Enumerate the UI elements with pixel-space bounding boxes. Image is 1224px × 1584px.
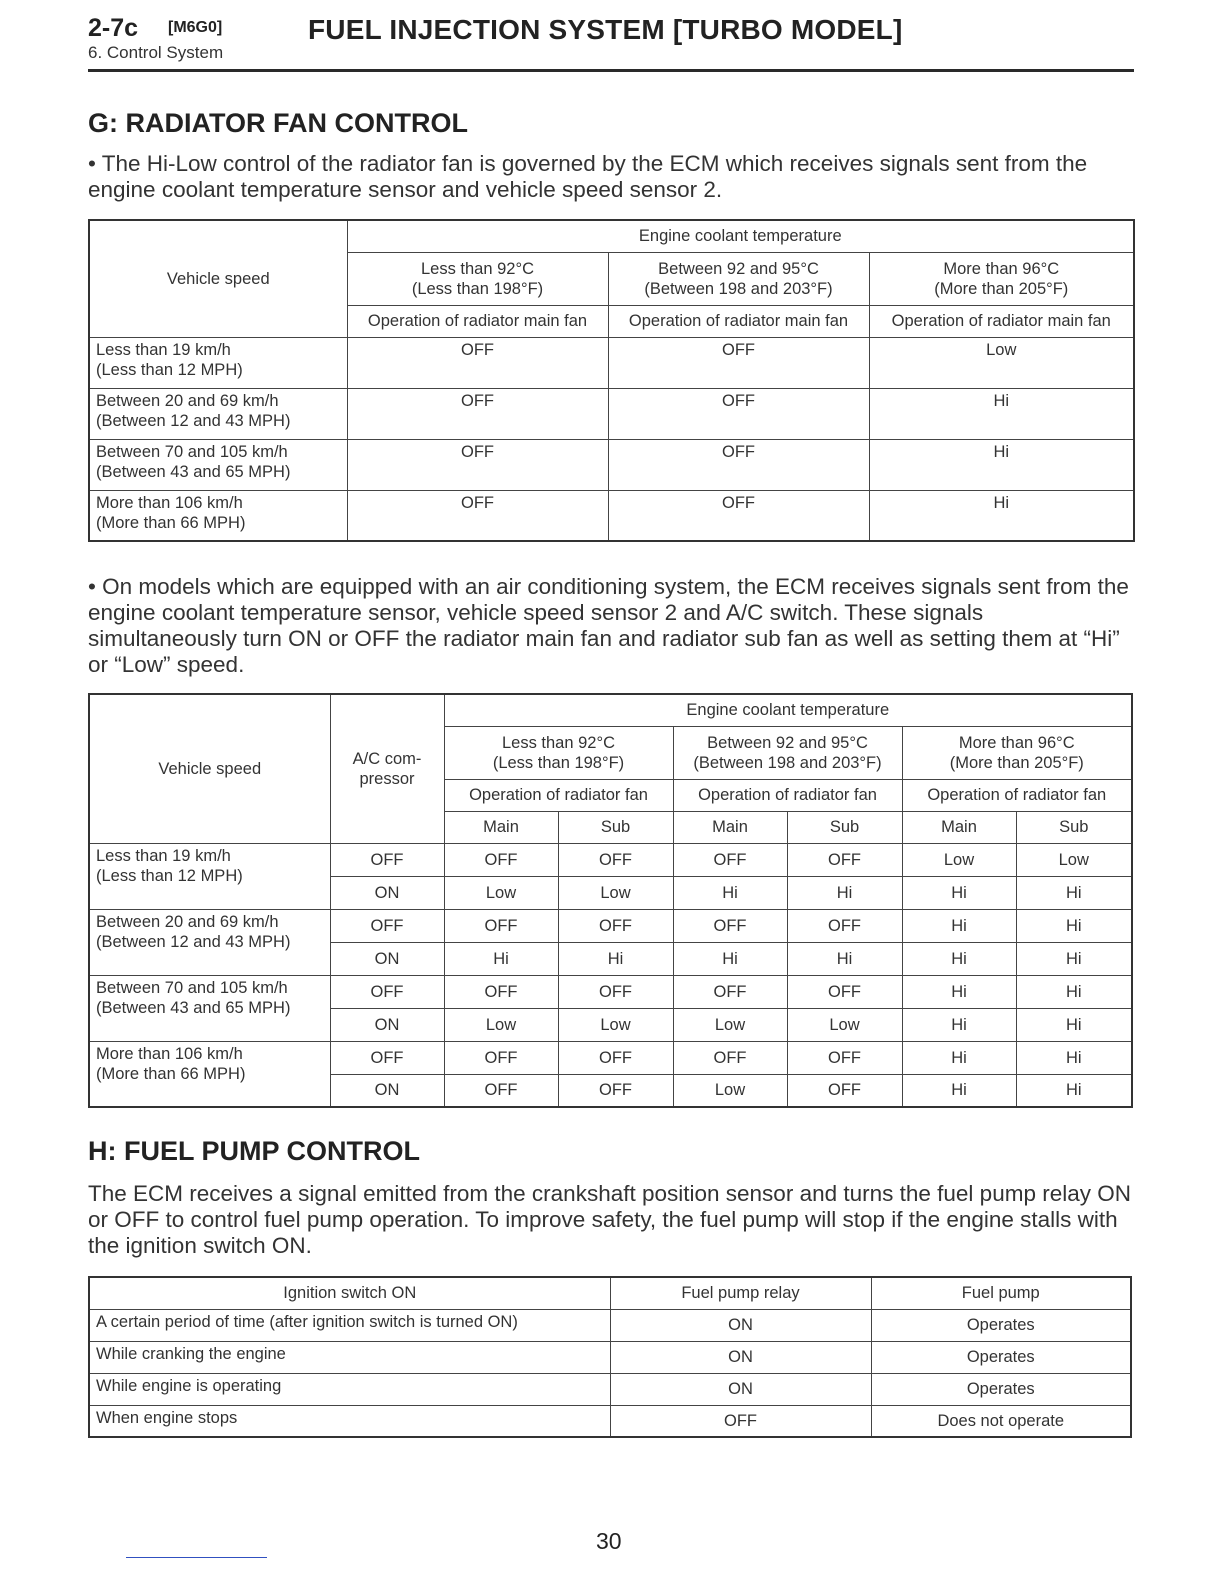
header-rule — [88, 69, 1134, 72]
table-cell: Hi — [869, 490, 1134, 541]
table-row — [89, 975, 1132, 1008]
footer-link-line — [126, 1557, 267, 1558]
table-cell: Low — [787, 1008, 902, 1041]
table-header-cell: Sub — [787, 811, 902, 843]
table-cell: Hi — [1016, 1008, 1132, 1041]
table-cell: OFF — [330, 1041, 444, 1074]
table-cell: Hi — [869, 388, 1134, 439]
table-cell: Operates — [871, 1309, 1131, 1341]
table-cell: OFF — [558, 1074, 673, 1107]
table-cell: OFF — [330, 975, 444, 1008]
section-g-paragraph-1: • The Hi-Low control of the radiator fan is governed by the ECM which receives signals sent from the engine coolant temperature sensor and vehicle speed sensor 2. — [88, 151, 1088, 202]
table-cell: ON — [610, 1309, 871, 1341]
table-cell: Between 20 and 69 km/h (Between 12 and 43 MPH) — [89, 388, 347, 439]
page-title: FUEL INJECTION SYSTEM [TURBO MODEL] — [308, 14, 903, 45]
table-cell: Hi — [902, 909, 1016, 942]
table-header-cell: Less than 92°C (Less than 198°F) — [347, 252, 608, 305]
table-cell: OFF — [673, 909, 787, 942]
table-cell: Hi — [558, 942, 673, 975]
table-cell: Less than 19 km/h (Less than 12 MPH) — [89, 843, 330, 909]
table-header-cell: Operation of radiator main fan — [608, 305, 869, 337]
table-cell: Hi — [1016, 1041, 1132, 1074]
table-cell: Hi — [869, 439, 1134, 490]
table-header-cell: More than 96°C (More than 205°F) — [869, 252, 1134, 305]
table-cell: Low — [558, 1008, 673, 1041]
table-cell: OFF — [558, 843, 673, 876]
table-header-cell: Vehicle speed — [89, 220, 347, 337]
table-cell: OFF — [673, 1041, 787, 1074]
table-row — [89, 909, 1132, 942]
table-cell: OFF — [673, 843, 787, 876]
table-header-cell: Fuel pump relay — [610, 1277, 871, 1309]
table-header-cell: Engine coolant temperature — [347, 220, 1134, 252]
table-cell: Hi — [673, 942, 787, 975]
section-g-title: G: RADIATOR FAN CONTROL — [88, 108, 468, 138]
table-row — [89, 1341, 1131, 1373]
table-cell: OFF — [787, 843, 902, 876]
table-header-cell: Between 92 and 95°C (Between 198 and 203°F) — [673, 726, 902, 779]
fuel-pump-table — [88, 1276, 1132, 1438]
table-header-cell: Sub — [558, 811, 673, 843]
table-cell: ON — [330, 1074, 444, 1107]
table-cell: OFF — [608, 337, 869, 388]
table-cell: OFF — [444, 909, 558, 942]
table-cell: OFF — [444, 975, 558, 1008]
section-h-title: H: FUEL PUMP CONTROL — [88, 1136, 421, 1166]
table-cell: OFF — [444, 843, 558, 876]
table-cell: OFF — [787, 1074, 902, 1107]
table-cell: OFF — [787, 1041, 902, 1074]
table-cell: OFF — [444, 1074, 558, 1107]
table-cell: While engine is operating — [89, 1373, 610, 1405]
table-cell: Hi — [787, 942, 902, 975]
table-cell: Low — [1016, 843, 1132, 876]
table-cell: Hi — [1016, 876, 1132, 909]
table-cell: OFF — [347, 388, 608, 439]
table-cell: Between 20 and 69 km/h (Between 12 and 43 MPH) — [89, 909, 330, 975]
table-cell: While cranking the engine — [89, 1341, 610, 1373]
section-code: 2-7c — [88, 14, 139, 42]
table-cell: Hi — [902, 876, 1016, 909]
page-number: 30 — [596, 1528, 622, 1554]
table-header-cell: Fuel pump — [871, 1277, 1131, 1309]
table-cell: Hi — [902, 942, 1016, 975]
section-h-paragraph: The ECM receives a signal emitted from the crankshaft position sensor and turns the fuel pump relay ON or OFF to control fuel pump operation. To improve safety, the fuel pump will stop if the engine stalls with the ignition switch ON. — [88, 1181, 1131, 1258]
table-cell: Between 70 and 105 km/h (Between 43 and 65 MPH) — [89, 975, 330, 1041]
table-cell: Low — [558, 876, 673, 909]
table-cell: A certain period of time (after ignition switch is turned ON) — [89, 1309, 610, 1341]
table-row — [89, 490, 1134, 541]
table-cell: Hi — [902, 1008, 1016, 1041]
table-cell: Hi — [902, 1074, 1016, 1107]
table-cell: Hi — [1016, 1074, 1132, 1107]
table-header-cell: Engine coolant temperature — [444, 694, 1132, 726]
table-cell: Does not operate — [871, 1405, 1131, 1437]
table-header-cell: Vehicle speed — [89, 694, 330, 843]
table-cell: Hi — [787, 876, 902, 909]
table-row — [89, 439, 1134, 490]
table-cell: OFF — [347, 439, 608, 490]
table-header-cell: Operation of radiator fan — [673, 779, 902, 811]
table-cell: Operates — [871, 1341, 1131, 1373]
table-cell: Hi — [673, 876, 787, 909]
table-cell: Low — [673, 1074, 787, 1107]
table-cell: OFF — [444, 1041, 558, 1074]
table-cell: OFF — [347, 337, 608, 388]
table-cell: Operates — [871, 1373, 1131, 1405]
table-header-cell: Main — [902, 811, 1016, 843]
table-cell: ON — [330, 1008, 444, 1041]
table-cell: Low — [902, 843, 1016, 876]
table-cell: Between 70 and 105 km/h (Between 43 and 65 MPH) — [89, 439, 347, 490]
table-cell: Hi — [1016, 909, 1132, 942]
table-row — [89, 1309, 1131, 1341]
table-cell: OFF — [558, 909, 673, 942]
section-g-paragraph-2: • On models which are equipped with an air conditioning system, the ECM receives signals sent from the engine coolant temperature sensor, vehicle speed sensor 2 and A/C switch. These signals simultaneously turn ON or OFF the radiator main fan and radiator sub fan as well as setting them at “Hi” or “Low” speed. — [88, 574, 1129, 677]
table-cell: Hi — [902, 1041, 1016, 1074]
table-cell: ON — [330, 942, 444, 975]
table-cell: OFF — [610, 1405, 871, 1437]
table-cell: OFF — [608, 439, 869, 490]
table-cell: OFF — [673, 975, 787, 1008]
table-cell: ON — [610, 1373, 871, 1405]
section-reference: [M6G0] — [168, 19, 223, 36]
table-row — [89, 1373, 1131, 1405]
table-cell: Hi — [444, 942, 558, 975]
table-cell: Hi — [1016, 975, 1132, 1008]
table-header-cell: Main — [673, 811, 787, 843]
table-row — [89, 1405, 1131, 1437]
table-cell: More than 106 km/h (More than 66 MPH) — [89, 490, 347, 541]
table-header-cell: Main — [444, 811, 558, 843]
table-header-cell: Operation of radiator main fan — [869, 305, 1134, 337]
table-cell: When engine stops — [89, 1405, 610, 1437]
table-cell: Low — [869, 337, 1134, 388]
table-cell: OFF — [787, 975, 902, 1008]
table-cell: OFF — [787, 909, 902, 942]
table-row — [89, 843, 1132, 876]
table-header-cell: Operation of radiator main fan — [347, 305, 608, 337]
table-cell: OFF — [558, 975, 673, 1008]
table-header-cell: Between 92 and 95°C (Between 198 and 203°F) — [608, 252, 869, 305]
table-header-cell: Operation of radiator fan — [902, 779, 1132, 811]
table-header-cell: Ignition switch ON — [89, 1277, 610, 1309]
table-cell: Low — [444, 876, 558, 909]
table-header-cell: Less than 92°C (Less than 198°F) — [444, 726, 673, 779]
table-row — [89, 1041, 1132, 1074]
table-cell: ON — [610, 1341, 871, 1373]
table-header-cell: Sub — [1016, 811, 1132, 843]
table-cell: Low — [673, 1008, 787, 1041]
table-row — [89, 337, 1134, 388]
table-cell: OFF — [330, 909, 444, 942]
table-cell: OFF — [347, 490, 608, 541]
table-header-cell: More than 96°C (More than 205°F) — [902, 726, 1132, 779]
table-cell: ON — [330, 876, 444, 909]
table-cell: Hi — [1016, 942, 1132, 975]
table-header-cell: A/C com- pressor — [330, 694, 444, 843]
table-cell: OFF — [608, 388, 869, 439]
table-row — [89, 388, 1134, 439]
table-header-cell: Operation of radiator fan — [444, 779, 673, 811]
table-cell: More than 106 km/h (More than 66 MPH) — [89, 1041, 330, 1107]
radiator-fan-table — [88, 219, 1135, 542]
table-cell: OFF — [608, 490, 869, 541]
page-subtitle: 6. Control System — [88, 43, 224, 62]
table-cell: Low — [444, 1008, 558, 1041]
table-cell: Less than 19 km/h (Less than 12 MPH) — [89, 337, 347, 388]
table-cell: OFF — [558, 1041, 673, 1074]
table-cell: OFF — [330, 843, 444, 876]
radiator-fan-ac-table — [88, 693, 1133, 1108]
table-cell: Hi — [902, 975, 1016, 1008]
